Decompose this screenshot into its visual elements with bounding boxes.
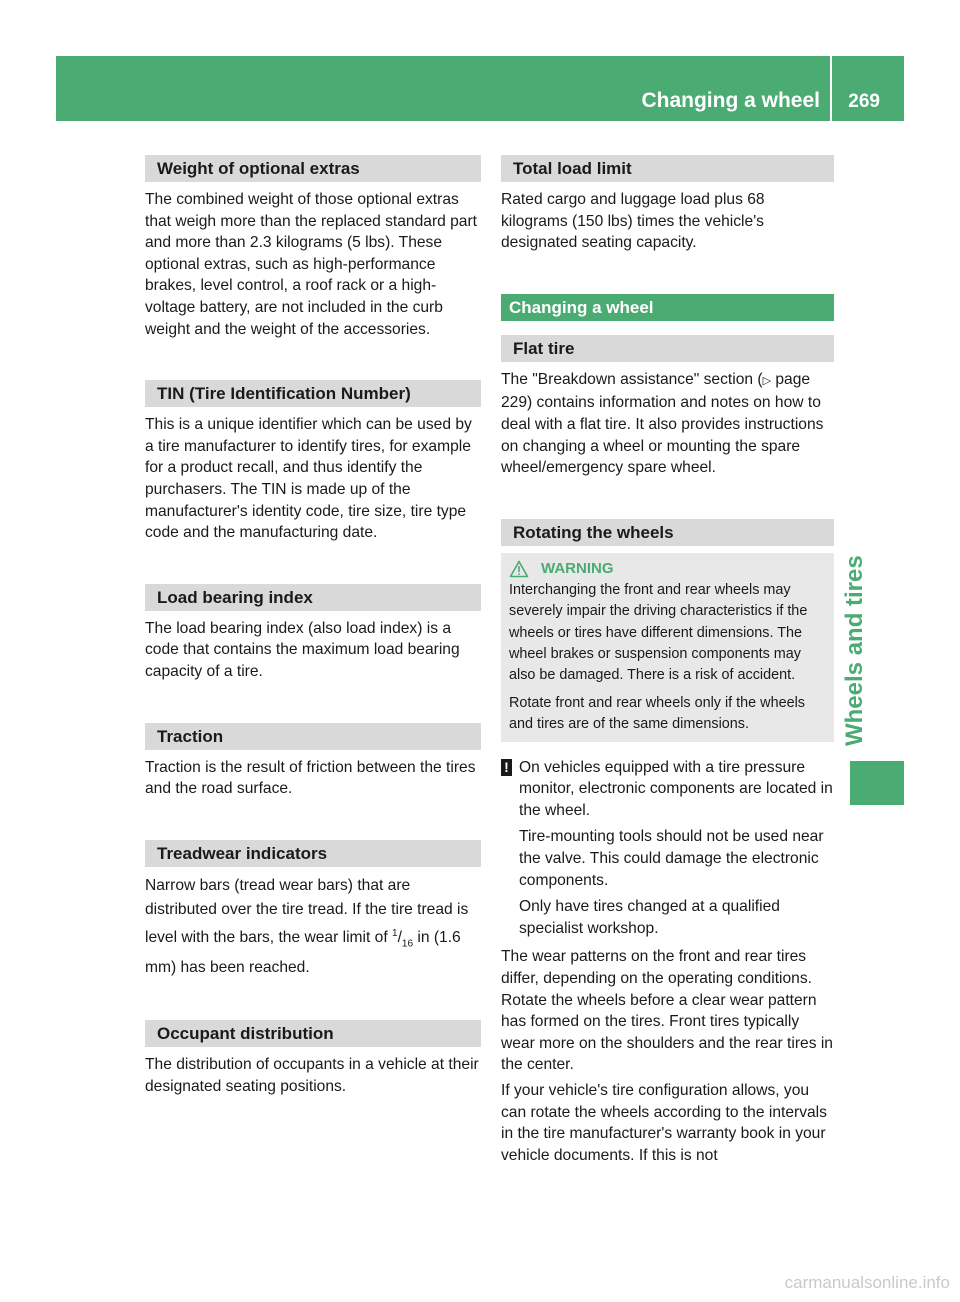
heading-total-load-limit: Total load limit bbox=[501, 155, 834, 182]
page-number: 269 bbox=[848, 91, 880, 112]
header-divider bbox=[830, 56, 832, 121]
header-title: Changing a wheel bbox=[641, 89, 820, 112]
page-ref-arrow-icon: ▷ bbox=[762, 374, 772, 387]
heading-load-bearing-index: Load bearing index bbox=[145, 584, 481, 611]
heading-treadwear-indicators: Treadwear indicators bbox=[145, 840, 481, 867]
side-tab-marker bbox=[850, 761, 904, 805]
watermark-text: carmanualsonline.info bbox=[784, 1273, 950, 1292]
flat-tire-text-a: The "Breakdown assistance" section ( bbox=[501, 370, 763, 388]
notice-paragraph-3: Only have tires changed at a qualified specialist workshop. bbox=[519, 898, 780, 937]
heading-occupant-distribution: Occupant distribution bbox=[145, 1020, 481, 1047]
warning-label: WARNING bbox=[541, 559, 614, 577]
heading-rotating-the-wheels: Rotating the wheels bbox=[501, 519, 834, 546]
fraction-denominator: 16 bbox=[401, 937, 414, 949]
side-tab-label[interactable]: Wheels and tires bbox=[841, 555, 868, 746]
notice-paragraph-2: Tire-mounting tools should not be used near the valve. This could damage the electronic components. bbox=[519, 828, 824, 889]
paragraph-flat-tire bbox=[501, 369, 834, 479]
paragraph-rotation-intervals: If your vehicle's tire configuration allows, you can rotate the wheels according to the intervals in the tire manufacturer's warranty book in your vehicle documents. If this is not bbox=[501, 1081, 827, 1164]
heading-weight-optional-extras: Weight of optional extras bbox=[145, 155, 481, 182]
page-header-bar bbox=[56, 56, 904, 121]
notice-paragraph-1: On vehicles equipped with a tire pressure monitor, electronic components are located in the wheel. bbox=[519, 758, 833, 819]
fraction-numerator: 1 bbox=[392, 927, 398, 939]
paragraph-load-bearing-index: The load bearing index (also load index) is a code that contains the maximum load bearing capacity of a tire. bbox=[145, 619, 460, 680]
paragraph-occupant-distribution: The distribution of occupants in a vehicle at their designated seating positions. bbox=[145, 1055, 479, 1095]
fraction-slash: / bbox=[397, 928, 402, 946]
chapter-heading-changing-a-wheel: Changing a wheel bbox=[501, 294, 834, 321]
warning-triangle-icon bbox=[509, 560, 529, 578]
flat-tire-text-b: page 229) contains information and notes on how to deal with a flat tire. It also provides instructions on changing a wheel or mounting the spare wheel/emergency spare wheel. bbox=[501, 370, 824, 477]
warning-paragraph-2: Rotate front and rear wheels only if the wheels and tires are of the same dimensions. bbox=[509, 694, 805, 733]
right-column bbox=[501, 155, 834, 1166]
treadwear-text-b: in (1.6 mm) has been reached. bbox=[145, 928, 461, 976]
heading-tin: TIN (Tire Identification Number) bbox=[145, 380, 481, 407]
paragraph-tin: This is a unique identifier which can be used by a tire manufacturer to identify tires, for example for a product recall, and thus identify the purchasers. The TIN is made up of the manufacturer's identity code, tire size, tire type code and the manufacturing date. bbox=[145, 416, 472, 542]
heading-traction: Traction bbox=[145, 723, 481, 750]
warning-header bbox=[509, 558, 826, 580]
paragraph-treadwear-indicators bbox=[145, 874, 481, 980]
warning-box bbox=[501, 553, 834, 742]
notice-block bbox=[501, 757, 834, 940]
left-column bbox=[145, 155, 481, 1097]
warning-paragraph-1: Interchanging the front and rear wheels may severely impair the driving characteristics if the wheels or tires have different dimensions. The wheel brakes or suspension components may also be damaged. There is a risk of accident. bbox=[509, 581, 808, 684]
heading-flat-tire: Flat tire bbox=[501, 335, 834, 362]
notice-exclamation-icon: ! bbox=[501, 759, 512, 776]
paragraph-weight-optional-extras: The combined weight of those optional extras that weigh more than the replaced standard part and more than 2.3 kilograms (5 lbs). These optional extras, such as high-performance brakes, level control, a roof rack or a high-voltage battery, are not included in the curb weight and the weight of the accessories. bbox=[145, 191, 478, 338]
paragraph-wear-patterns: The wear patterns on the front and rear tires differ, depending on the operating conditions. Rotate the wheels before a clear wear pattern has formed on the tires. Front tires typically wear more on the shoulders and the rear tires in the center. bbox=[501, 948, 833, 1074]
treadwear-text-a: Narrow bars (tread wear bars) that are distributed over the tire tread. If the tire tread is level with the bars, the wear limit of bbox=[145, 876, 469, 946]
paragraph-total-load-limit: Rated cargo and luggage load plus 68 kilograms (150 lbs) times the vehicle's designated seating capacity. bbox=[501, 191, 765, 252]
paragraph-traction: Traction is the result of friction between the tires and the road surface. bbox=[145, 758, 476, 798]
